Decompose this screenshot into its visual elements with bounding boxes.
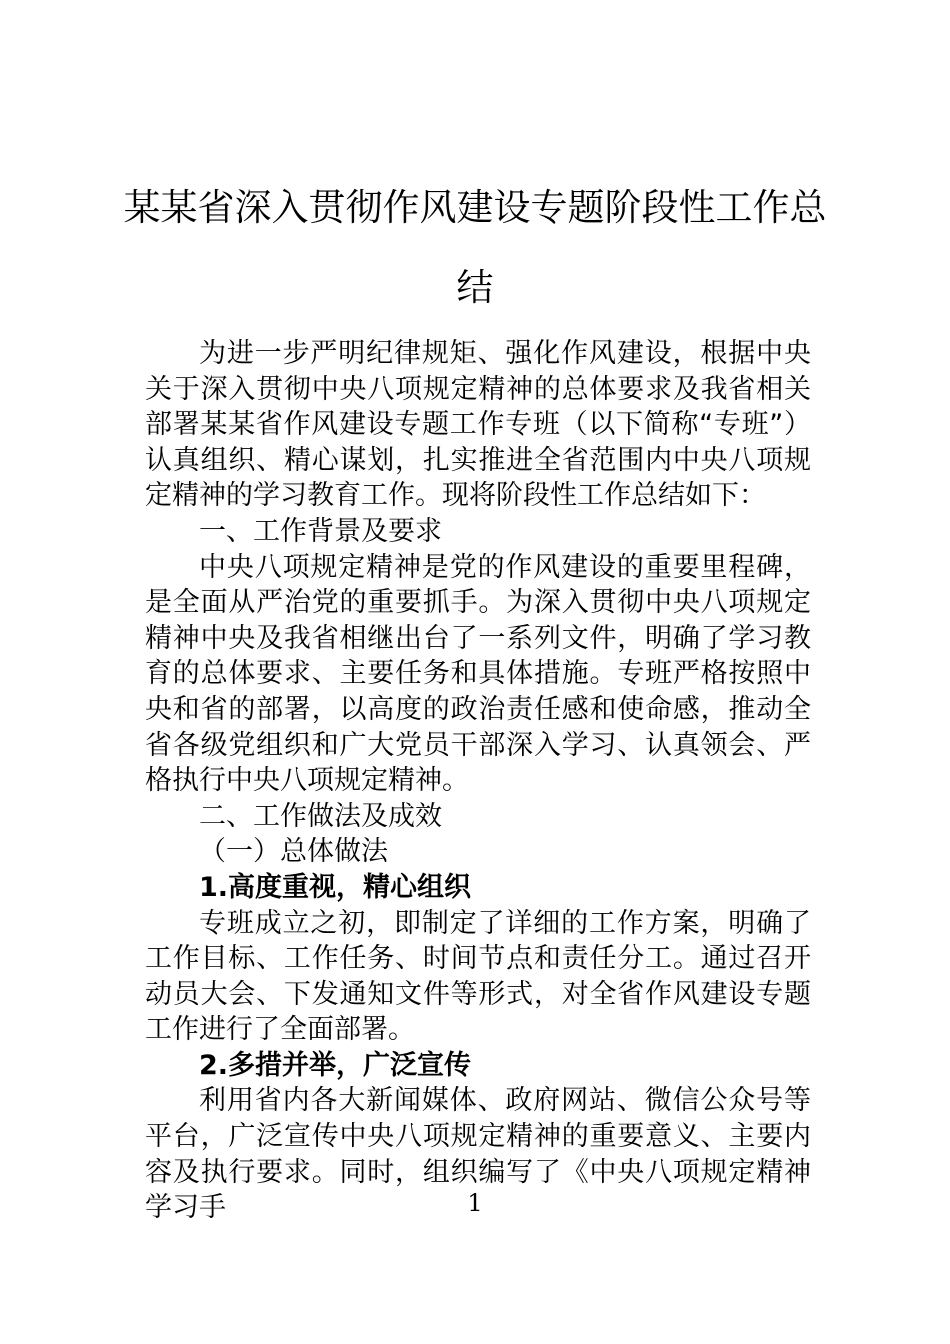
subsection-heading-overall: （一）总体做法 bbox=[199, 836, 388, 868]
intro-paragraph: 为进一步严明纪律规矩、强化作风建设，根据中央关于深入贯彻中央八项规定精神的总体要求及我省相关部署某某省作风建设专题工作专班（以下简称“专班”）认真组织、精心谋划，扎实推进全省范围内中央八项规定精神的学习教育工作。现将阶段性工作总结如下： bbox=[145, 338, 811, 512]
document-body bbox=[145, 336, 811, 1226]
page-number: 1 bbox=[467, 1189, 483, 1217]
item-heading-publicity: 2.多措并举，广泛宣传 bbox=[199, 1049, 472, 1081]
section-heading-practices: 二、工作做法及成效 bbox=[199, 800, 442, 832]
document-title: 某某省深入贯彻作风建设专题阶段性工作总结 bbox=[123, 186, 827, 309]
item-heading-organization: 1.高度重视，精心组织 bbox=[199, 871, 472, 903]
item-publicity-paragraph: 利用省内各大新闻媒体、政府网站、微信公众号等平台，广泛宣传中央八项规定精神的重要意义、主要内容及执行要求。同时，组织编写了《中央八项规定精神学习手 bbox=[145, 1085, 811, 1224]
item-organization-paragraph: 专班成立之初，即制定了详细的工作方案，明确了工作目标、工作任务、时间节点和责任分工。通过召开动员大会、下发通知文件等形式，对全省作风建设专题工作进行了全面部署。 bbox=[145, 907, 811, 1046]
section-heading-background: 一、工作背景及要求 bbox=[199, 515, 442, 547]
section-background-paragraph: 中央八项规定精神是党的作风建设的重要里程碑，是全面从严治党的重要抓手。为深入贯彻中央八项规定精神中央及我省相继出台了一系列文件，明确了学习教育的总体要求、主要任务和具体措施。专班严格按照中央和省的部署，以高度的政治责任感和使命感，推动全省各级党组织和广大党员干部深入学习、认真领会、严格执行中央八项规定精神。 bbox=[145, 551, 811, 797]
